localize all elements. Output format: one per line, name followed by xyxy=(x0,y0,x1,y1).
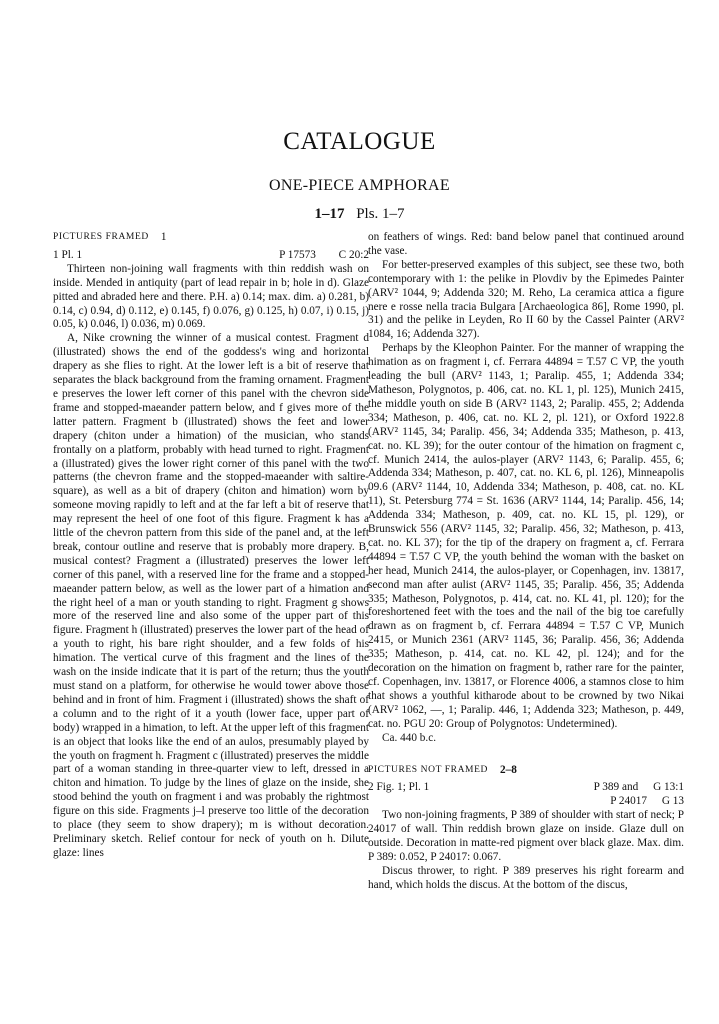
entry-paragraph: Discus thrower, to right. P 389 preserves his right forearm and hand, which holds the discus. At the bottom of the discus, xyxy=(368,864,684,891)
range-numbers: 1–17 xyxy=(314,206,345,222)
entry-header xyxy=(53,249,369,263)
entry-inventory: P 17573 xyxy=(279,248,316,261)
right-column xyxy=(368,231,684,893)
section-heading xyxy=(53,231,369,245)
left-column xyxy=(53,228,369,861)
section-label: PICTURES NOT FRAMED xyxy=(368,764,488,775)
entry-location: G 13:1 xyxy=(653,781,684,794)
body-paragraph: Perhaps by the Kleophon Painter. For the manner of wrapping the himation as on fragment i, cf. Ferrara 44894 = T.57 C VP, the youth leading the bull (ARV² 1143, 1; Paralip. 455, 1; Addenda 334; Matheson, Polygnotos, p. 406, cat. no. KL 1, pl. 125), Munich 2415, the middle youth on side B (ARV² 1143, 2; Paralip. 455, 2; Addenda 334; Matheson, p. 406, cat. no. KL 2, pl. 121), or Oxford 1922.8 (ARV² 1145, 34; Paralip. 456, 34; Addenda 335; Matheson, p. 413, cat. no. KL 39); for the outer contour of the himation on fragment c, cf. Munich 2414, the aulos-player (ARV² 1143, 6; Paralip. 455, 6; Addenda 334; Matheson, p. 407, cat. no. KL 6, pl. 126), Minneapolis 09.6 (ARV² 1144, 10, Addenda 334; Matheson, p. 408, cat. no. KL 11), St. Petersburg 774 = St. 1636 (ARV² 1144, 14; Paralip. 456, 14; Addenda 334; Matheson, p. 409, cat. no. KL 15, pl. 129), or Brunswick 556 (ARV² 1145, 32; Paralip. 456, 32; Matheson, p. 413, cat. no. KL 37); for the tip of the drapery on fragment a, cf. Ferrara 44894 = T.57 C VP, the youth behind the woman with the basket on her head, Munich 2414, the aulos-player, or Copenhagen, inv. 13817, second man after aulist (ARV² 1145, 35; Paralip. 456, 35; Addenda 335; Matheson, Polygnotos, p. 414, cat. no. KL 41, pl. 120); for the foreshortened feet with the toes and the nail of the big toe carefully drawn as on fragment b, cf. Ferrara 44894 = T.57 C VP, Munich 2415, or Munich 2361 (ARV² 1145, 36; Paralip. 456, 36; Addenda 335; Matheson, p. 414, cat. no. KL 42, pl. 124); and for the decoration on the himation on fragment b, rather rare for the painter, cf. Copenhagen, inv. 13817, or Florence 4006, a stamnos close to him that shows a youthful kitharode about to be crowned by two Nikai (ARV² 1062, —, 1; Paralip. 446, 1; Addenda 323; Matheson, p. 449, cat. no. PGU 20: Group of Polygnotos: Undetermined). xyxy=(368,342,684,730)
range-plates: Pls. 1–7 xyxy=(356,206,405,222)
section-number: 2–8 xyxy=(499,763,517,776)
entry-paragraph: A, Nike crowning the winner of a musical contest. Fragment d (illustrated) shows the end of the goddess's wing and horizontal drapery as she flies to right. At the lower left is a bit of reserve that separates the black background from the framing ornament. Fragment e preserves the lower left corner of this panel with the chevron side frame and stopped-maeander pattern below, and f gives more of the latter pattern. Fragment b (illustrated) shows the feet and lower drapery (chiton under a himation) of the musician, who stands frontally on a platform, probably with head turned to right. Fragment a (illustrated) gives the lower right corner of this panel with the two patterns (the chevron frame and the stopped-maeander with saltire-square), as well as a bit of drapery (chiton and himation) worn by someone moving rapidly to left and at the far left a bit of reserve that may represent the heel of one foot of this figure. Fragment k has a little of the chevron pattern from this side of the panel and, at the left break, contour outline and reserve that is probably more drapery. B, musical contest? Fragment a (illustrated) preserves the lower left corner of this panel, with a reserved line for the frame and a stopped-maeander pattern below, as well as the lower part of a himation and the right heel of a man or youth standing to right. Fragment g shows more of the reserved line and also some of the upper part of this figure. Fragment h (illustrated) preserves the lower part of the head of a youth to right, his bare right shoulder, and a few folds of his himation. The vertical curve of this fragment and the lines of the wash on the inside indicate that it is part of the return; thus the youth must stand on a platform, for otherwise he would tower above those behind and in front of him. Fragment i (illustrated) shows the shaft of a column and to the right of it a youth (lower face, upper part of body) wrapped in a himation, to left. At the upper left of this fragment is an object that looks like the end of an aulos, presumably played by the youth on fragment h. Fragment c (illustrated) preserves the middle part of a woman standing in three-quarter view to left, dressed in a chiton and himation. To judge by the lines of glaze on the inside, she stood behind the youth on fragment i and was probably the rightmost figure on this side. Fragments j–l preserve too little of the decoration to place (they seem to show drapery); m is without decoration. Preliminary sketch. Relief contour for neck of youth on h. Dilute glaze: lines xyxy=(53,332,369,859)
page-subtitle: ONE-PIECE AMPHORAE xyxy=(269,177,450,194)
entry-paragraph: Thirteen non-joining wall fragments with thin reddish wash on inside. Mended in antiquity (part of lead repair in b; hole in d). Glaze pitted and abraded here and there. P.H. a) 0.14; max. dim. a) 0.281, b) 0.14, c) 0.94, d) 0.112, e) 0.145, f) 0.076, g) 0.125, h) 0.07, i) 0.15, j) 0.05, k) 0.046, l) 0.036, m) 0.069. xyxy=(53,262,369,331)
body-paragraph: For better-preserved examples of this subject, see these two, both contemporary with 1: the pelike in Plovdiv by the Epimedes Painter (ARV² 1044, 9; Addenda 320; M. Reho, La ceramica attica a figure nere e rosse nella tracia Bulgara [Archaeologica 86], Rome 1990, pl. 31) and the pelike in Leyden, Ro II 60 by the Cassel Painter (ARV² 1084, 16; Addenda 327). xyxy=(368,258,684,341)
section-label: PICTURES FRAMED xyxy=(53,232,149,242)
entry-inventory: P 24017 xyxy=(610,795,647,808)
section-heading xyxy=(368,764,684,778)
body-paragraph: on feathers of wings. Red: band below panel that continued around the vase. xyxy=(368,231,684,257)
entry-location: G 13 xyxy=(661,795,684,808)
section-number: 1 xyxy=(160,231,167,243)
entry-ref: 2 Fig. 1; Pl. 1 xyxy=(368,781,430,794)
page-title: CATALOGUE xyxy=(283,128,436,155)
entry-location: C 20:2 xyxy=(338,248,369,261)
entry-header xyxy=(368,781,684,809)
entry-inventory: P 389 and xyxy=(593,781,639,794)
entry-paragraph: Two non-joining fragments, P 389 of shoulder with start of neck; P 24017 of wall. Thin reddish brown glaze on inside. Glaze dull on outside. Decoration in matte-red pigment over black glaze. Max. dim. P 389: 0.052, P 24017: 0.067. xyxy=(368,809,684,863)
catalogue-range xyxy=(0,206,719,223)
date-line: Ca. 440 b.c. xyxy=(382,731,437,744)
entry-ref: 1 Pl. 1 xyxy=(53,248,83,261)
